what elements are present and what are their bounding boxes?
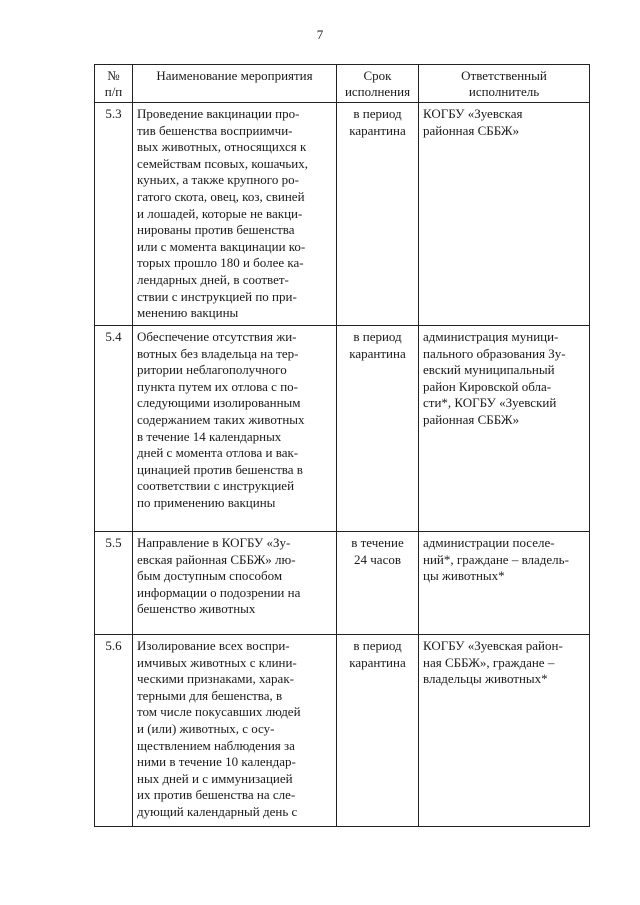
cell-line: район Кировской обла- [423, 378, 552, 394]
cell-line: в период [353, 106, 402, 121]
cell-line: информации о подозрении на [137, 584, 301, 600]
row-number: 5.5 [95, 532, 133, 635]
cell-line: бешенство животных [137, 601, 256, 617]
measure-term [337, 635, 419, 827]
cell-line: ществлением наблюдения за [137, 737, 295, 753]
cell-line: карантина [349, 654, 406, 670]
header-term [337, 65, 419, 103]
table-row [95, 326, 590, 532]
cell-line: ними в течение 10 календар- [137, 754, 296, 770]
measures-table [94, 64, 590, 827]
cell-line: соответствии с инструкцией [137, 478, 295, 494]
cell-line: семействам псовых, кошачьих, [137, 155, 309, 171]
cell-line: вотных без владельца на тер- [137, 345, 299, 361]
cell-line: Обеспечение отсутствия жи- [137, 329, 297, 344]
cell-line: Направление в КОГБУ «Зу- [137, 535, 291, 550]
cell-line: ческими признаками, харак- [137, 671, 294, 687]
cell-line: торых прошло 180 и более ка- [137, 255, 304, 271]
cell-line: нированы против бешенства [137, 222, 295, 238]
cell-line: ная СББЖ», граждане – [423, 654, 555, 670]
cell-line: лендарных дней, в соответ- [137, 271, 289, 287]
cell-line: ствии с инструкцией по при- [137, 288, 297, 304]
row-number: 5.4 [95, 326, 133, 532]
cell-line: или с момента вакцинации ко- [137, 238, 306, 254]
cell-line: и (или) животных, с осу- [137, 720, 275, 736]
cell-line: дующий календарный день с [137, 803, 298, 819]
cell-line: КОГБУ «Зуевская район- [423, 638, 563, 653]
measure-responsible [419, 635, 590, 827]
cell-line: тив бешенства восприимчи- [137, 122, 293, 138]
cell-line: карантина [349, 345, 406, 361]
cell-line: содержанием таких животных [137, 411, 305, 427]
cell-line: районная СББЖ» [423, 122, 520, 138]
cell-line: их против бешенства на сле- [137, 787, 296, 803]
header-resp [419, 65, 590, 103]
table-row [95, 635, 590, 827]
cell-line: районная СББЖ» [423, 411, 520, 427]
measure-term [337, 103, 419, 326]
header-num [95, 65, 133, 103]
measure-term [337, 532, 419, 635]
measure-responsible [419, 532, 590, 635]
cell-line: КОГБУ «Зуевская [423, 106, 523, 121]
cell-line: исполнения [344, 84, 411, 99]
cell-line: гатого скота, овец, коз, свиней [137, 188, 305, 204]
cell-line: куньих, а также крупного ро- [137, 172, 299, 188]
cell-line: цы животных* [423, 568, 505, 584]
measure-responsible [419, 326, 590, 532]
cell-line: исполнитель [468, 84, 540, 99]
header-name [133, 65, 337, 103]
cell-line: терными для бешенства, в [137, 687, 283, 703]
measure-name [133, 635, 337, 827]
cell-line: ритории неблагополучного [137, 362, 287, 378]
cell-line: дней с момента отлова и вак- [137, 445, 299, 461]
cell-line: пального образования Зу- [423, 345, 566, 361]
cell-line: № [107, 68, 120, 83]
cell-line: менению вакцины [137, 305, 239, 321]
cell-line: сти*, КОГБУ «Зуевский [423, 395, 557, 411]
cell-line: 24 часов [354, 551, 401, 567]
cell-line: пункта путем их отлова с по- [137, 378, 298, 394]
cell-line: п/п [104, 84, 123, 99]
cell-line: цинацией против бешенства в [137, 461, 303, 477]
cell-line: и лошадей, которые не вакци- [137, 205, 303, 221]
table-row [95, 103, 590, 326]
measure-name [133, 532, 337, 635]
cell-line: Ответственный [461, 68, 547, 83]
cell-line: евская районная СББЖ» лю- [137, 551, 296, 567]
cell-line: карантина [349, 122, 406, 138]
cell-line: Изолирование всех воспри- [137, 638, 290, 653]
measure-name [133, 326, 337, 532]
cell-line: в течение [351, 535, 404, 550]
cell-line: имчивых животных с клини- [137, 654, 297, 670]
table-header-row [95, 65, 590, 103]
cell-line: по применению вакцины [137, 494, 276, 510]
cell-line: в течение 14 календарных [137, 428, 282, 444]
measure-name [133, 103, 337, 326]
cell-line: Наименование мероприятия [156, 68, 313, 83]
cell-line: Срок [363, 68, 392, 83]
cell-line: вых животных, относящихся к [137, 139, 307, 155]
cell-line: ных дней и с иммунизацией [137, 770, 293, 786]
cell-line: в период [353, 638, 402, 653]
cell-line: администрация муници- [423, 329, 559, 344]
cell-line: администрации поселе- [423, 535, 555, 550]
cell-line: владельцы животных* [423, 671, 548, 687]
cell-line: бым доступным способом [137, 568, 283, 584]
row-number: 5.6 [95, 635, 133, 827]
cell-line: том числе покусавших людей [137, 704, 301, 720]
page-number: 7 [316, 27, 324, 42]
measure-term [337, 326, 419, 532]
cell-line: ний*, граждане – владель- [423, 551, 569, 567]
cell-line: следующими изолированным [137, 395, 301, 411]
cell-line: Проведение вакцинации про- [137, 106, 300, 121]
cell-line: евский муниципальный [423, 362, 555, 378]
table-row [95, 532, 590, 635]
measure-responsible [419, 103, 590, 326]
cell-line: в период [353, 329, 402, 344]
row-number: 5.3 [95, 103, 133, 326]
